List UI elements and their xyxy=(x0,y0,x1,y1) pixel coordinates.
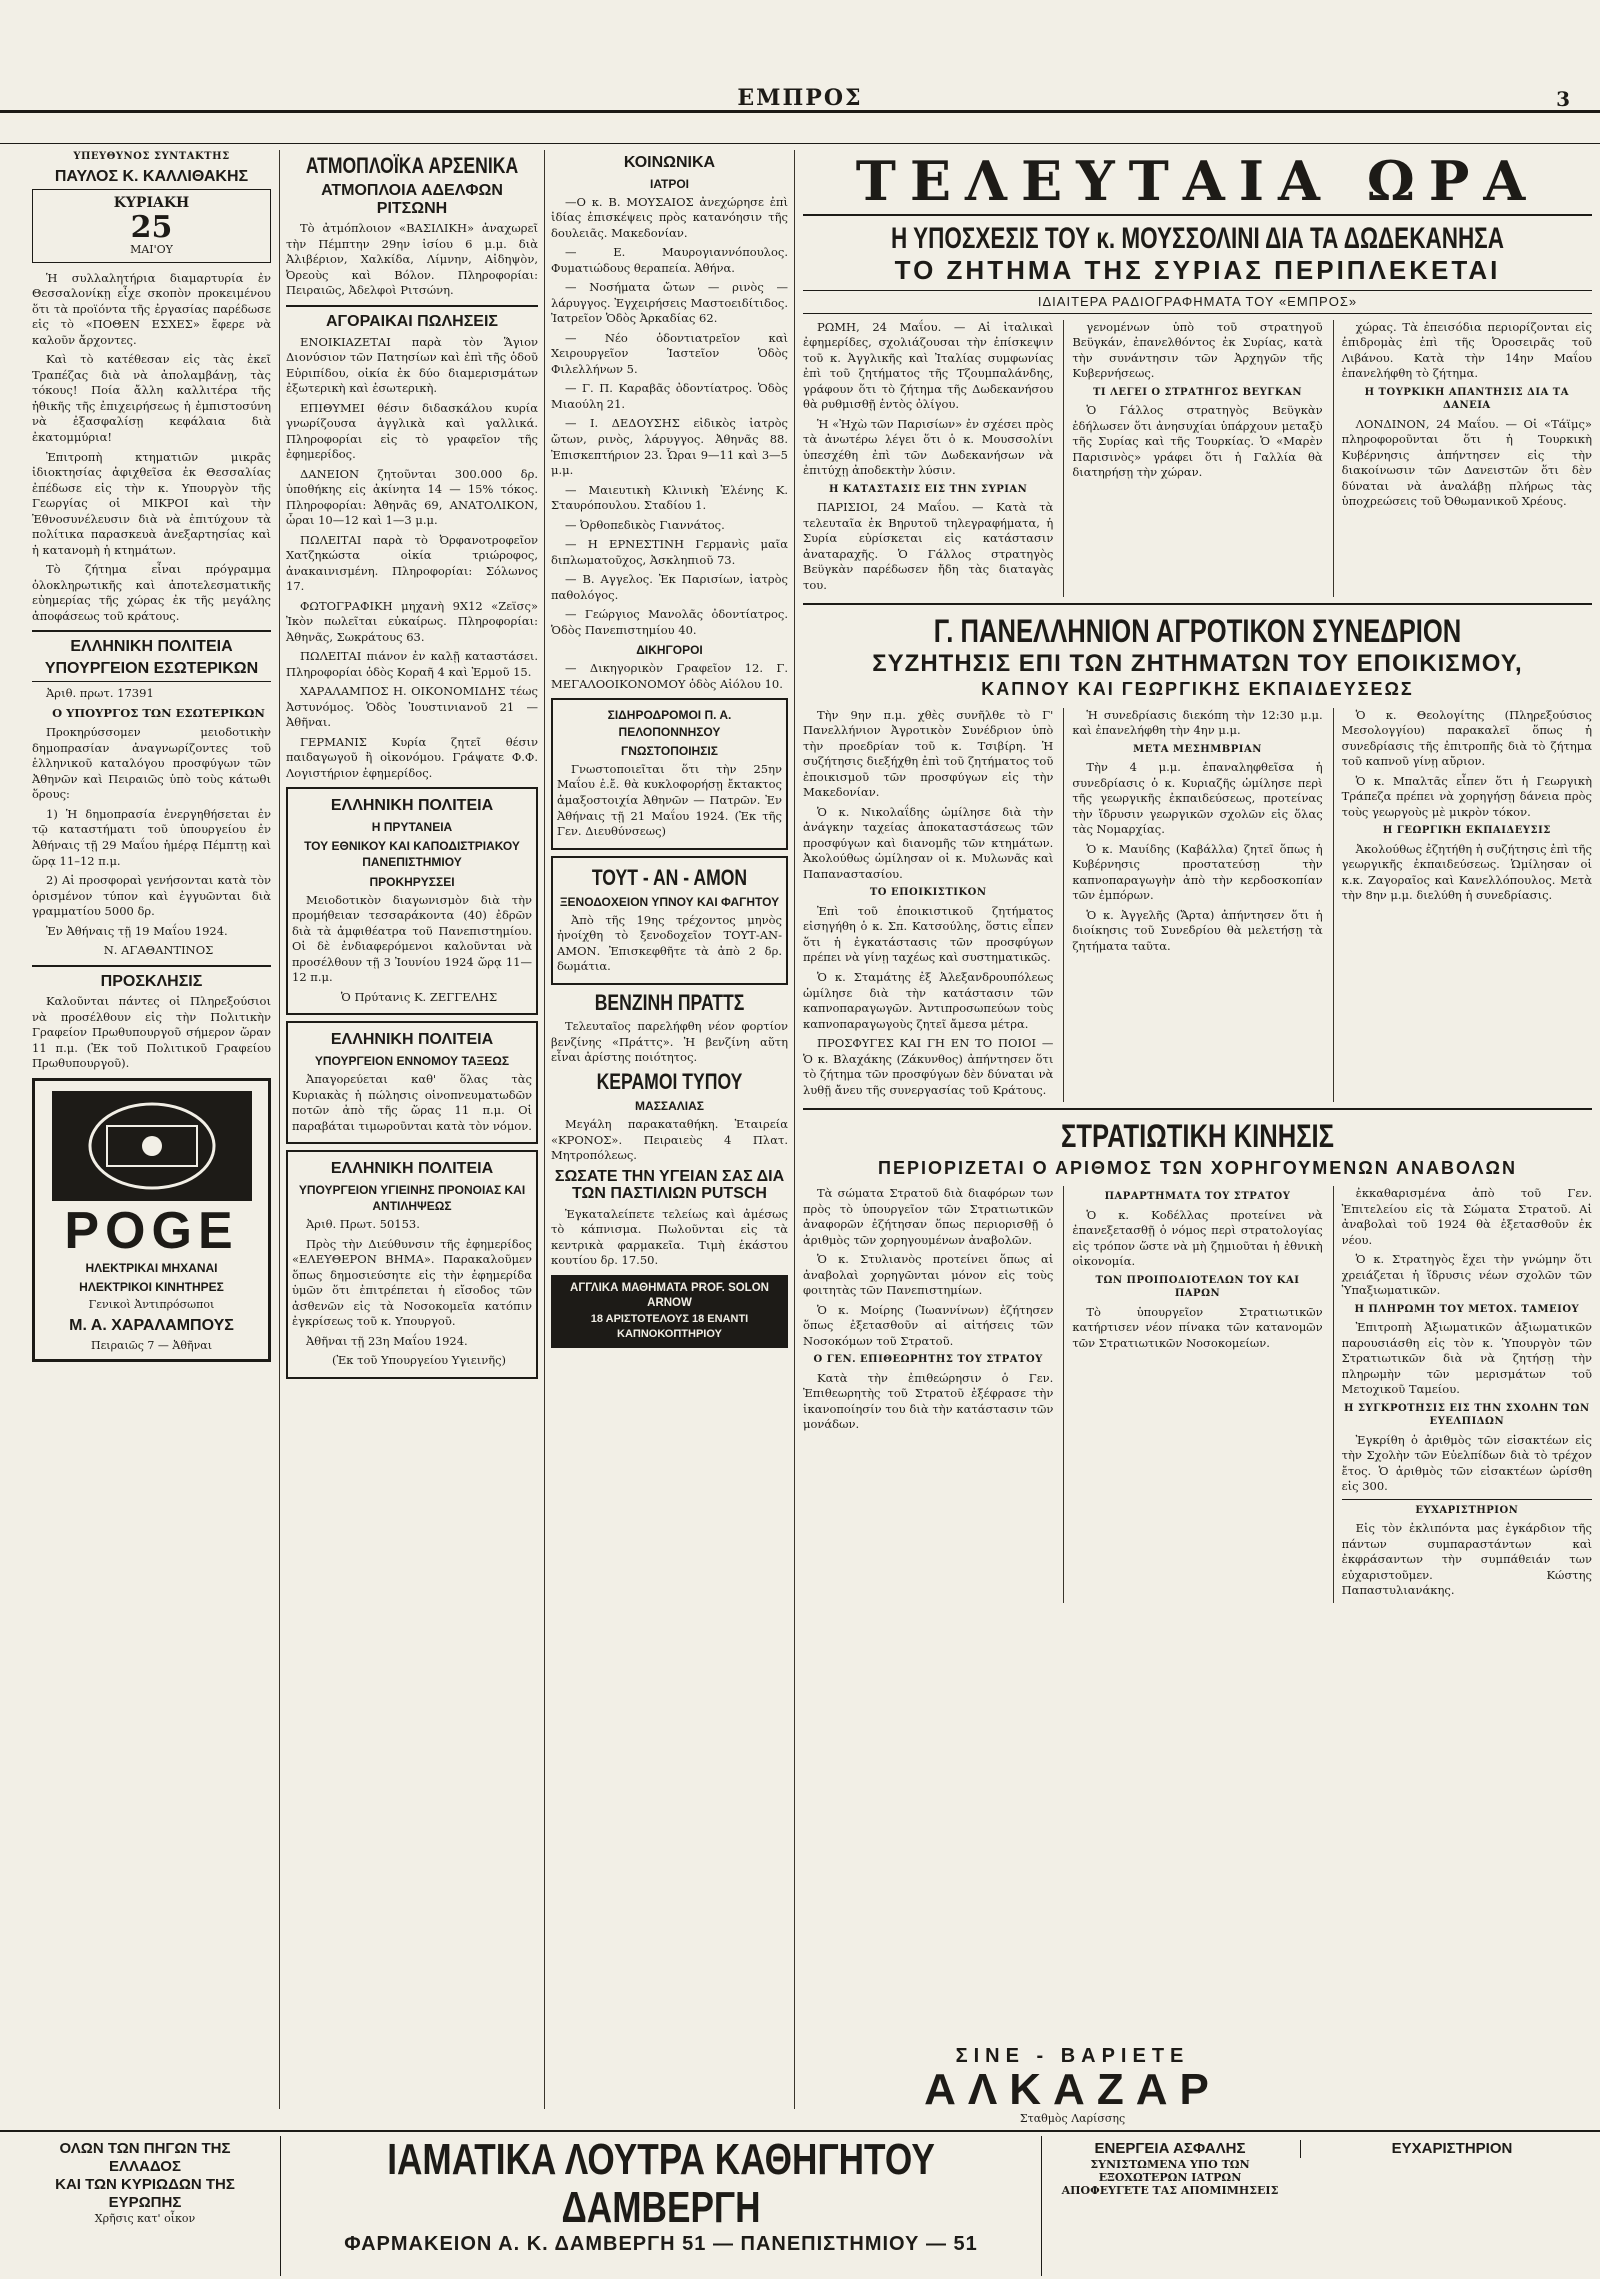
editorial-paragraph: Τὸ ζήτημα εἶναι πρόγραμμα ὁλοκληρωτικῆς καὶ ἀποτελεσματικῆς εὐημερίας τῆς χώρας ἐκ τῆς μεγάλης ἀποφάσεως τοῦ κράτους. xyxy=(32,562,271,623)
news-column xyxy=(803,320,1053,598)
lawyer-listing: — Δικηγορικὸν Γραφεῖον 12. Γ. ΜΕΓΑΛΟΟΙΚΟΝΟΜΟΥ ὁδὸς Αἰόλου 10. xyxy=(551,661,788,691)
notice-signature: Ὁ Πρύτανις Κ. ΖΕΓΓΕΛΗΣ xyxy=(340,989,498,1004)
poge-line: Πειραιῶς 7 — Ἀθῆναι xyxy=(90,1338,213,1352)
column-2 xyxy=(280,150,545,2109)
news-paragraph: χώρας. Τὰ ἐπεισόδια περιορίζονται εἰς ἐπιδρομὰς ἐπὶ τῆς Ὀροσειρᾶς τοῦ Λιβάνου. Κατὰ τὴν 14ην Μαΐου ἐπανελήφθη τὸ ζήτημα. xyxy=(1341,319,1592,381)
alkazar-title: ΑΛΚΑΖΑΡ xyxy=(924,2065,1221,2114)
date-number: 25 xyxy=(130,209,173,245)
doctor-listing: — Ὀρθοπεδικὸς Γιαννάτος. xyxy=(565,517,725,532)
pharmacy-address: ΦΑΡΜΑΚΕΙΟΝ Α. Κ. ΔΑΜΒΕΡΓΗ 51 — ΠΑΝΕΠΙΣΤΗΜΙΟΥ — 51 xyxy=(344,2232,978,2255)
putsch-heading: ΣΩΣΑΤΕ ΤΗΝ ΥΓΕΙΑΝ ΣΑΣ ΔΙΑ ΤΩΝ ΠΑΣΤΙΛΙΩΝ PUTSCH xyxy=(554,1167,785,1203)
army-paragraph: Ὁ κ. Κοδέλλας προτείνει νὰ ἐπανεξετασθῇ ὁ νόμος περὶ στρατολογίας εἰς τρόπον ὥστε νὰ μὴ ζημιοῦται ἡ ἐθνικὴ οἰκονομία. xyxy=(1072,1207,1323,1269)
latest-hour-banner: ΤΕΛΕΥΤΑΙΑ ΩΡΑ xyxy=(803,154,1592,216)
doctor-listing: — Γ. Π. Καραβᾶς ὀδοντίατρος. Ὁδὸς Μιαούλη 21. xyxy=(551,381,788,411)
army-paragraph: Ὁ κ. Στρατηγὸς ἔχει τὴν γνώμην ὅτι χρειάζεται ἡ ἵδρυσις νέων σχολῶν τῶν Ὑπαξιωματικῶν. xyxy=(1341,1252,1592,1298)
doctor-listing: — Γεώργιος Μανολᾶς ὀδοντίατρος. Ὁδὸς Πανεπιστημίου 40. xyxy=(551,607,788,637)
gov-notice-paragraph: 2) Αἱ προσφοραὶ γενήσονται κατὰ τὸν ὁρισμένον τύπον καὶ ἐγγυῶνται διὰ γραμματίου 5000 δρ. xyxy=(32,873,271,919)
health-ministry-notice xyxy=(286,1150,538,1379)
classified-ad: ΠΩΛΕΙΤΑΙ παρὰ τὸ Ὀρφανοτροφεῖον Χατζηκώστα οἰκία τριώροφος, ἀνακαινισμένη. Πληροφορίαι: Σόλωνος 17. xyxy=(286,532,538,594)
congress-subheading: ΣΥΖΗΤΗΣΙΣ ΕΠΙ ΤΩΝ ΖΗΤΗΜΑΤΩΝ ΤΟΥ ΕΠΟΙΚΙΣΜΟΥ, xyxy=(872,650,1523,678)
notice-heading: ΥΠΟΥΡΓΕΙΟΝ ΥΓΙΕΙΝΗΣ ΠΡΟΝΟΙΑΣ ΚΑΙ ΑΝΤΙΛΗΨΕΩΣ xyxy=(298,1182,526,1214)
benzine-heading: ΒΕΝΖΙΝΗ ΠΡΑΤΤΣ xyxy=(594,989,745,1015)
railway-heading: ΣΙΔΗΡΟΔΡΟΜΟΙ Π. Α. ΠΕΛΟΠΟΝΝΗΣΟΥ xyxy=(607,708,732,739)
editor-label: ΥΠΕΥΘΥΝΟΣ ΣΥΝΤΑΚΤΗΣ xyxy=(73,151,230,162)
gov-notice-paragraph: Προκηρύσσομεν μειοδοτικὴν δημοπρασίαν ἀναγνωρίζοντες τοῦ ἑλληνικοῦ καταλόγου προσφύγων τῶν Ἀθηνῶν καὶ Πειραιῶς ὑπὸ τοὺς κάτωθι ὅρους: xyxy=(32,725,271,802)
putsch-text: Ἐγκαταλείπετε τελείως καὶ ἀμέσως τὸ κάπνισμα. Πωλοῦνται εἰς τὰ κεντρικὰ φαρμακεῖα. Τιμὴ ἑκάστου κουτίου δρ. 17.50. xyxy=(551,1206,788,1268)
hotel-name: ΤΟΥΤ - ΑΝ - ΑΜΟΝ xyxy=(591,864,748,890)
editorial-paragraph: Ἡ συλλαλητήρια διαμαρτυρία ἐν Θεσσαλονίκῃ εἶχε σκοπὸν προκειμένου ὅτι τὰ προϊόντα τῆς ἐργασίας παρέδωσε εἰς τὸ «ΠΟΘΕΝ ΕΣΧΕΣ» ἔφερε νὰ καλοῦν ἄρχοντες. xyxy=(32,270,271,347)
congress-paragraph: Ὁ κ. Μαυίδης (Καβάλλα) ζητεῖ ὅπως ἡ Κυβέρνησις προστατεύσῃ τὴν καπνοπαραγωγὴν ἀπὸ τὴν κερδοσκοπίαν τῶν ἐμπόρων. xyxy=(1072,841,1323,903)
congress-column xyxy=(803,708,1053,1102)
alkazar-ad xyxy=(545,2045,1600,2125)
notice-text: Μειοδοτικὸν διαγωνισμὸν διὰ τὴν προμήθειαν τεσσαράκοντα (40) ἐδρῶν διὰ τὰ ἀμφιθέατρα τοῦ Πανεπιστημίου. Οἱ δὲ ἐνδιαφερόμενοι καλοῦνται νὰ προσέλθουν τῇ 3 Ἰουνίου 1924 ὥρᾳ 11—12 π.μ. xyxy=(292,892,532,985)
notice-heading: ΤΟΥ ΕΘΝΙΚΟΥ ΚΑΙ ΚΑΠΟΔΙΣΤΡΙΑΚΟΥ ΠΑΝΕΠΙΣΤΗΜΙΟΥ xyxy=(304,839,520,870)
social-heading: ΚΟΙΝΩΝΙΚΑ xyxy=(623,154,716,171)
congress-column xyxy=(1333,708,1592,1102)
editor-name: ΠΑΥΛΟΣ Κ. ΚΑΛΛΙΘΑΚΗΣ xyxy=(54,167,249,185)
news-paragraph: Ὁ Γάλλος στρατηγὸς Βεϋγκὰν ἐδήλωσεν ὅτι ἀνησυχίαι ὑπάρχουν μεταξὺ τῆς Συρίας καὶ τῆς Τουρκίας. Ὁ «Μαρὲν Παρισινὸς» γράφει ὅτι ἡ Γαλλία θὰ διατηρήσῃ τὴν χώραν. xyxy=(1072,403,1323,480)
railway-subheading: ΓΝΩΣΤΟΠΟΙΗΣΙΣ xyxy=(621,743,718,758)
hotel-subheading: ΞΕΝΟΔΟΧΕΙΟΝ ΥΠΝΟΥ ΚΑΙ ΦΑΓΗΤΟΥ xyxy=(559,894,780,909)
congress-paragraph: Ἀκολούθως ἐζητήθη ἡ συζήτησις ἐπὶ τῆς γεωργικῆς ἐκπαιδεύσεως. Ὡμίλησαν οἱ κ.κ. Ζαγοραῖος καὶ Κανελλόπουλος. Μετὰ τὴν 8ην μ.μ. διελύθη ἡ συνεδρίασις. xyxy=(1341,841,1592,903)
doctor-listing: — Β. Αγγελος. Ἐκ Παρισίων, ἰατρὸς παθολόγος. xyxy=(551,572,788,602)
army-column xyxy=(1333,1186,1592,1603)
army-subheading: ΠΑΡΑΡΤΗΜΑΤΑ ΤΟΥ ΣΤΡΑΤΟΥ xyxy=(1104,1191,1291,1203)
thanks-heading: ΕΥΧΑΡΙΣΤΗΡΙΟΝ xyxy=(1415,1504,1519,1516)
gov-notice-ref: Ἀριθ. πρωτ. 17391 xyxy=(46,686,154,701)
news-subheading: Η ΚΑΤΑΣΤΑΣΙΣ ΕΙΣ ΤΗΝ ΣΥΡΙΑΝ xyxy=(829,483,1028,495)
notice-heading: ΕΛΛΗΝΙΚΗ ΠΟΛΙΤΕΙΑ xyxy=(330,797,494,815)
notice-heading: ΠΡΟΚΗΡΥΣΣΕΙ xyxy=(369,874,455,889)
doctor-listing: — Η ΕΡΝΕΣΤΙΝΗ Γερμανὶς μαῖα διπλωματοῦχος, Ἀσκληπιοῦ 73. xyxy=(551,537,788,567)
congress-paragraph: Ὁ κ. Ἀγγελῆς (Ἄρτα) ἀπήντησεν ὅτι ἡ διοίκησις τοῦ Συνεδρίου θὰ μελετήσῃ τὰ ζητήματα ταῦτα. xyxy=(1072,907,1323,953)
thanks-box xyxy=(1300,2140,1597,2158)
editorial-paragraph: Καὶ τὸ κατέθεσαν εἰς τὰς ἐκεῖ Τραπέζας διὰ νὰ ἀπολαμβάνῃ, τὰς τόκους! Ποία ἄλλη καλλιτέρα τῆς ἠθικῆς τῆς ἐπιχειρήσεως ἡ ἐμπιστοσύνη νὰ ἐξασφαλίσῃ κεφάλαια διὰ ἐκατομμύρια! xyxy=(32,352,271,444)
divider xyxy=(32,630,271,632)
doctor-listing: — Μαιευτικὴ Κλινικὴ Ἑλένης Κ. Σταυρόπουλου. Σταδίου 1. xyxy=(551,482,788,513)
congress-paragraph: Τὴν 9ην π.μ. χθὲς συνῆλθε τὸ Γ' Πανελλήνιον Ἀγροτικὸν Συνέδριον ὑπὸ τὴν προεδρίαν τοῦ κ. Τσιβίρη. Ἡ συζήτησις διεξήχθη ἐπὶ τοῦ ζητήματος τοῦ ἐποικισμοῦ τῶν προσφύγων εἰς τὴν Μακεδονίαν. xyxy=(803,707,1054,800)
railway-notice xyxy=(551,698,788,849)
army-columns xyxy=(803,1186,1592,1603)
column-1 xyxy=(0,150,280,2109)
army-paragraph: ἐκκαθαρισμένα ἀπὸ τοῦ Γεν. Ἐπιτελείου εἰς τὰ Σώματα Στρατοῦ. Αἱ ἀναβολαὶ τοῦ 1924 θὰ ἐξετασθοῦν ἐκ νέου. xyxy=(1341,1186,1592,1247)
army-column xyxy=(1063,1186,1322,1603)
notice-ref: Ἀριθ. Πρωτ. 50153. xyxy=(306,1217,420,1232)
shipping-heading: ΑΤΜΟΠΛΟΙΑ ΑΔΕΛΦΩΝ ΡΙΤΣΩΝΗ xyxy=(321,182,503,217)
doctor-listing: — Ε. Μαυρογιαννόπουλος. Φυματιώδους θεραπεία. Ἀθήνα. xyxy=(551,245,788,275)
notice-heading: Η ΠΡΥΤΑΝΕΙΑ xyxy=(371,820,453,835)
divider xyxy=(286,305,538,307)
congress-columns xyxy=(803,708,1592,1102)
column-3 xyxy=(545,150,795,2109)
army-paragraph: Τὰ σώματα Στρατοῦ διὰ διαφόρων των πρὸς τὸ ὑπουργεῖον τῶν Στρατιωτικῶν ἀναφορῶν ἐζήτησαν ὅπως περιορισθῇ ὁ ἀριθμὸς τῶν χορηγουμένων ἀναβολῶν. xyxy=(803,1186,1054,1247)
tiles-subheading: ΜΑΣΣΑΛΙΑΣ xyxy=(635,1098,704,1113)
army-subheading: Ο ΓΕΝ. ΕΠΙΘΕΩΡΗΤΗΣ ΤΟΥ ΣΤΡΑΤΟΥ xyxy=(813,1354,1043,1366)
congress-paragraph: Ὁ κ. Σταμάτης ἐξ Ἀλεξανδρουπόλεως ὡμίλησε διὰ τὴν κατάστασιν τῶν καπνοπαραγωγῶν. Ἀντιπροσωπεύων τοὺς καπνοπαραγωγοὺς ζητεῖ ἄμεσα μέτρα. xyxy=(803,970,1054,1031)
gov-notice-date: Ἐν Ἀθήναις τῇ 19 Μαΐου 1924. xyxy=(46,923,228,938)
english-lessons-ad xyxy=(551,1275,788,1348)
divider xyxy=(803,603,1592,605)
university-notice xyxy=(286,787,538,1015)
notice-date: Ἀθῆναι τῇ 23η Μαΐου 1924. xyxy=(306,1333,468,1348)
gov-notice-title: Ο ΥΠΟΥΡΓΟΣ ΤΩΝ ΕΣΩΤΕΡΙΚΩΝ xyxy=(52,705,265,720)
notice-heading: ΥΠΟΥΡΓΕΙΟΝ ΕΝΝΟΜΟΥ ΤΑΞΕΩΣ xyxy=(314,1054,510,1069)
poge-line: Μ. Α. ΧΑΡΑΛΑΜΠΟΥΣ xyxy=(69,1317,234,1334)
news-subheading: ΤΙ ΛΕΓΕΙ Ο ΣΤΡΑΤΗΓΟΣ ΒΕΥΓΚΑΝ xyxy=(1092,386,1302,398)
hotel-text: Ἀπὸ τῆς 19ης τρέχοντος μηνὸς ἠνοίχθη τὸ ξενοδοχεῖον ΤΟΥΤ-ΑΝ-ΑΜΟΝ. Ἐπισκεφθῆτε τὰ ἀπὸ 2 δρ. δωμάτια. xyxy=(557,912,782,974)
congress-paragraph: Ὁ κ. Μπαλτᾶς εἶπεν ὅτι ἡ Γεωργικὴ Τράπεζα πρέπει νὰ χορηγήσῃ δάνεια πρὸς τοὺς γεωργοὺς μὲ μικρὸν τόκον. xyxy=(1341,773,1592,819)
divider xyxy=(1342,1499,1592,1500)
news-subheading: Η ΤΟΥΡΚΙΚΗ ΑΠΑΝΤΗΣΙΣ ΔΙΑ ΤΑ ΔΑΝΕΙΑ xyxy=(1364,386,1570,412)
classified-ad: ΓΕΡΜΑΝΙΣ Κυρία ζητεῖ θέσιν παιδαγωγοῦ ἢ οἰκονόμου. Γράψατε Φ.Φ. Λογιστήριον ἐφημερίδος. xyxy=(286,734,538,780)
army-paragraph: Ἐγκρίθη ὁ ἀριθμὸς τῶν εἰσακτέων εἰς τὴν Σχολὴν τῶν Εὐελπίδων διὰ τὸ τρέχον ἔτος. Ὁ ἀριθμὸς τῶν εἰσακτέων ὡρίσθη εἰς 300. xyxy=(1341,1432,1592,1494)
page-number: 3 xyxy=(1556,87,1570,111)
english-lessons-address: 18 ΑΡΙΣΤΟΤΕΛΟΥΣ 18 ΕΝΑΝΤΙ ΚΑΠΝΟΚΟΠΤΗΡΙΟΥ xyxy=(590,1312,749,1340)
news-paragraph: ΡΩΜΗ, 24 Μαΐου. — Αἱ ἰταλικαὶ ἐφημερίδες, σχολιάζουσαι τὴν ἐπίσκεψιν τοῦ κ. Ἀγγλικῆς καὶ Ἰταλίας συμφωνίας ἐπὶ τοῦ ζητήματος τῆς Τζουμπαλάνδης, γράφουν ὅτι τὸ ζήτημα τῆς Δωδεκανήσου θὰ ρυθμισθῇ ἐντὸς ὀλίγου. xyxy=(803,319,1054,412)
masthead xyxy=(0,85,1600,144)
army-paragraph: Ὁ κ. Μοίρης (Ἰωαννίνων) ἐζήτησεν ὅπως ἐξετασθοῦν αἱ αἰτήσεις τῶν Νοσοκόμων τοῦ Στρατοῦ. xyxy=(803,1302,1054,1348)
army-paragraph: Ἐπιτροπὴ Ἀξιωματικῶν ἀξιωματικῶν παρουσιάσθη εἰς τὸν κ. Ὑπουργὸν τῶν Στρατιωτικῶν διὰ νὰ ζητήσῃ τὴν πληρωμὴν τῶν μερισμάτων τοῦ Μετοχικοῦ Ταμείου. xyxy=(1341,1320,1592,1397)
congress-subheading: ΤΟ ΕΠΟΙΚΙΣΤΙΚΟΝ xyxy=(869,887,987,899)
gov-notice-signature: Ν. ΑΓΑΘΑΝΤΙΝΟΣ xyxy=(103,943,214,958)
section-heading: ΑΤΜΟΠΛΟΪΚΑ ΑΡΣΕΝΙΚΑ xyxy=(305,153,519,178)
news-paragraph: ΠΑΡΙΣΙΟΙ, 24 Μαΐου. — Κατὰ τὰ τελευταῖα ἐκ Βηρυτοῦ τηλεγραφήματα, ἡ Συρία εὑρίσκεται εἰς κατάστασιν ἀναταραχῆς. Ὁ Γάλλος στρατηγὸς Βεϋγκὰν παρέδωσεν ἤδη τὰς διαταγὰς του. xyxy=(803,500,1054,592)
classified-ad: ΔΑΝΕΙΟΝ ζητοῦνται 300.000 δρ. ὑποθήκης εἰς ἀκίνητα 14 — 15% τόκος. Πληροφορίαι: Ἀθηνᾶς 69, ΑΝΑΤΟΛΙΚΟΝ, ὧραι 10—12 καὶ 1—3 μ.μ. xyxy=(286,466,538,528)
springs-line: Χρῆσις κατ' οἶκον xyxy=(94,2212,196,2225)
congress-heading: Γ. ΠΑΝΕΛΛΗΝΙΟΝ ΑΓΡΟΤΙΚΟΝ ΣΥΝΕΔΡΙΟΝ xyxy=(933,613,1462,650)
springs-line: ΚΑΙ ΤΩΝ ΚΥΡΙΩΔΩΝ ΤΗΣ ΕΥΡΩΠΗΣ xyxy=(55,2176,235,2211)
classified-ad: ΦΩΤΟΓΡΑΦΙΚΗ μηχανὴ 9Χ12 «Ζεϊσς» Ἰκὸν πωλεῖται εὐκαίρως. Πληροφορίαι: Ἀθηνᾶς, Σωκράτους 63. xyxy=(286,598,538,644)
poge-brand: POGE xyxy=(64,1201,239,1260)
doctor-listing: —Ο κ. Β. ΜΟΥΣΑΙΟΣ ἀνεχώρησε ἐπὶ ἰδίας ἐπισκέψεις πρὸς κατανόησιν τῆς δουλειᾶς. Μακεδονίαν. xyxy=(551,194,788,240)
army-subheading: Η ΠΛΗΡΩΜΗ ΤΟΥ ΜΕΤΟΧ. ΤΑΜΕΙΟΥ xyxy=(1354,1303,1580,1315)
gov-notice-heading: ΕΛΛΗΝΙΚΗ ΠΟΛΙΤΕΙΑ xyxy=(70,638,233,656)
gov-notice-subheading: ΥΠΟΥΡΓΕΙΟΝ ΕΣΩΤΕΡΙΚΩΝ xyxy=(44,659,259,677)
invitation-text: Καλοῦνται πάντες οἱ Πληρεξούσιοι νὰ προσέλθουν εἰς τὴν Πολιτικὴν Γραφείον Πρωθυπουργοῦ σήμερον ὥραν 11 π.μ. (Ἐκ τοῦ Πολιτικοῦ Γραφείου Πρωθυπουργοῦ). xyxy=(32,994,271,1071)
poge-line: ΗΛΕΚΤΡΙΚΟΙ ΚΙΝΗΤΗΡΕΣ xyxy=(79,1279,224,1294)
masthead-title: ΕΜΠΡΟΣ xyxy=(737,85,863,111)
notice-heading: ΕΛΛΗΝΙΚΗ ΠΟΛΙΤΕΙΑ xyxy=(330,1031,494,1049)
notice-text: Πρὸς τὴν Διεύθυνσιν τῆς ἐφημερίδος «ΕΛΕΥΘΕΡΟΝ ΒΗΜΑ». Παρακαλοῦμεν ὅπως δημοσιεύσητε εἰς τὴν ἐφημερίδα ὑμῶν ὅτι ἐπιτρέπεται ἡ εἴσοδος τῶν ἀσθενῶν εἰς τὰ Νοσοκομεῖα κατόπιν ἐγκρίσεως τοῦ κ. Υπουργοῦ. xyxy=(292,1236,532,1329)
divider xyxy=(803,1108,1592,1110)
divider xyxy=(32,965,271,967)
news-columns xyxy=(803,320,1592,598)
classified-ad: ΠΩΛΕΙΤΑΙ πιάνον ἐν καλῇ καταστάσει. Πληροφορίαι ὁδὸς Κοραῆ 4 καὶ Ἑρμοῦ 15. xyxy=(286,649,538,679)
safe-action-line: ΣΥΝΙΣΤΩΜΕΝΑ ΥΠΟ ΤΩΝ ΕΞΟΧΩΤΕΡΩΝ ΙΑΤΡΩΝ xyxy=(1090,2158,1250,2184)
news-paragraph: γενομένων ὑπὸ τοῦ στρατηγοῦ Βεϋγκάν, ἐπανελθόντος ἐκ Συρίας, κατὰ τὴν συνάντησιν τῶν Ἀρχηγῶν τῆς Κυβερνήσεως. xyxy=(1072,319,1323,381)
classified-ad: ΧΑΡΑΛΑΜΠΟΣ Η. ΟΙΚΟΝΟΜΙΔΗΣ τέως Ἀστυνόμος. Ὁδὸς Ἰουστινιανοῦ 21 — Ἀθῆναι. xyxy=(286,684,538,730)
safe-action-ad xyxy=(1050,2140,1290,2197)
ministry-order-notice xyxy=(286,1021,538,1144)
railway-text: Γνωστοποιεῖται ὅτι τὴν 25ην Μαΐου ἐ.ἔ. θὰ κυκλοφορήσῃ ἔκτακτος ἁμαξοστοιχία Ἀθηνῶν — Πατρῶν. Ἐν Ἀθήναις τῇ 21 Μαΐου 1924. (Ἐκ τῆς Γεν. Διευθύνσεως) xyxy=(557,761,782,839)
army-paragraph: Κατὰ τὴν ἐπιθεώρησιν ὁ Γεν. Ἐπιθεωρητὴς τοῦ Στρατοῦ ἐξέφρασε τὴν ἱκανοποίησίν του διὰ τὴν κατάστασιν τῶν μονάδων. xyxy=(803,1370,1054,1432)
classified-ad: ΕΝΟΙΚΙΑΖΕΤΑΙ παρὰ τὸν Ἅγιον Διονύσιον τῶν Πατησίων καὶ ἐπὶ τῆς ὁδοῦ Εὐριπίδου, οἰκία ἐκ δύο διαμερισμάτων ἐξωτερικὴ καὶ ἐσωτερικὴ. xyxy=(286,334,538,396)
date-box xyxy=(32,189,271,263)
electric-motor-icon xyxy=(52,1091,252,1201)
thanks-box-heading: ΕΥΧΑΡΙΣΤΗΡΙΟΝ xyxy=(1391,2140,1513,2157)
date-month: ΜΑΙ'ΟΥ xyxy=(130,242,173,256)
divider xyxy=(32,681,271,682)
alkazar-subtitle: ΣΙΝΕ - ΒΑΡΙΕΤΕ xyxy=(955,2045,1190,2067)
notice-signature: (Ἐκ τοῦ Υπουργείου Υγιεινῆς) xyxy=(331,1353,507,1368)
congress-subheading: ΜΕΤΑ ΜΕΣΗΜΒΡΙΑΝ xyxy=(1133,743,1262,755)
poge-line: Γενικοὶ Ἀντιπρόσωποι xyxy=(88,1298,215,1312)
tiles-text: Μεγάλη παρακαταθήκη. Ἑταιρεία «ΚΡΟΝΟΣ». Πειραιεὺς 4 Πλατ. Μητροπόλεως. xyxy=(551,1117,788,1163)
news-paragraph: ΛΟΝΔΙΝΟΝ, 24 Μαΐου. — Οἱ «Τάϊμς» πληροφοροῦνται ὅτι ἡ Τουρκικὴ Κυβέρνησις ἀπήντησεν εἰς τὴν διακοίνωσιν τῶν Δανειστῶν ὅτι δὲν δύναται νὰ ἀναλάβῃ πλήρως τὰς ὑποχρεώσεις τοῦ Ὀθωμανικοῦ Χρέους. xyxy=(1341,416,1592,509)
poge-advertisement xyxy=(32,1078,271,1363)
army-heading: ΣΤΡΑΤΙΩΤΙΚΗ ΚΙΝΗΣΙΣ xyxy=(1060,1118,1335,1155)
english-lessons-heading: ΑΓΓΛΙΚΑ ΜΑΘΗΜΑΤΑ PROF. SOLON ARNOW xyxy=(570,1281,769,1310)
tiles-heading: ΚΕΡΑΜΟΙ ΤΥΠΟΥ xyxy=(596,1068,743,1094)
congress-column xyxy=(1063,708,1322,1102)
springs-ad xyxy=(30,2140,260,2225)
safe-action-line: ΑΠΟΦΕΥΓΕΤΕ ΤΑΣ ΑΠΟΜΙΜΗΣΕΙΣ xyxy=(1061,2184,1279,2197)
springs-line: ΟΛΩΝ ΤΩΝ ΠΗΓΩΝ ΤΗΣ ΕΛΛΑΔΟΣ xyxy=(59,2140,231,2175)
congress-paragraph: Ἐπὶ τοῦ ἐποικιστικοῦ ζητήματος εἰσηγήθη ὁ κ. Σπ. Κατσούλης, ὅστις εἶπεν ὅτι ἡ ἐγκατάστασις τῶν προσφύγων πρέπει νὰ γίνῃ ταχέως καὶ συστηματικῶς. xyxy=(803,903,1054,965)
date-day: ΚΥΡΙΑΚΗ xyxy=(113,195,190,212)
congress-paragraph: Ἡ συνεδρίασις διεκόπη τὴν 12:30 μ.μ. καὶ ἐπανελήφθη τὴν 4ην μ.μ. xyxy=(1072,707,1323,738)
doctor-listing: — Νοσήματα ὤτων — ρινὸς — λάρυγγος. Ἐγχειρήσεις Μαστοειδίτιδος. Ἰατρεῖον Ὁδὸς Ἀρκαδίας 62. xyxy=(551,280,788,326)
safe-action-line: ΕΝΕΡΓΕΙΑ ΑΣΦΑΛΗΣ xyxy=(1094,2140,1246,2157)
army-column xyxy=(803,1186,1053,1603)
notice-heading: ΕΛΛΗΝΙΚΗ ΠΟΛΙΤΕΙΑ xyxy=(330,1160,494,1178)
classifieds-heading: ΑΓΟΡΑΙΚΑΙ ΠΩΛΗΣΕΙΣ xyxy=(325,312,499,330)
army-subheading: ΠΕΡΙΟΡΙΖΕΤΑΙ Ο ΑΡΙΘΜΟΣ ΤΩΝ ΧΟΡΗΓΟΥΜΕΝΩΝ ΑΝΑΒΟΛΩΝ xyxy=(878,1157,1517,1178)
news-paragraph: Ἡ «Ἠχὼ τῶν Παρισίων» ἐν σχέσει πρὸς τὰ ἀνωτέρω λέγει ὅτι ὁ κ. Μουσσολίνι ὑπεσχέθη ἐπὶ τῶν Δωδεκανήσων νὰ ἐπιτύχῃ ἀποδεκτὴν λύσιν. xyxy=(803,416,1054,478)
poge-line: ΗΛΕΚΤΡΙΚΑΙ ΜΗΧΑΝΑΙ xyxy=(85,1260,218,1275)
notice-text: Ἀπαγορεύεται καθ' ὅλας τὰς Κυριακὰς ἡ πώλησις οἰνοπνευματωδῶν ποτῶν ἀπὸ τῆς ὥρας 11 π.μ. Οἱ παραβάται τιμωροῦνται κατὰ τὸν νόμον. xyxy=(292,1072,532,1133)
doctor-listing: — Νέο ὁδοντιατρεῖον καὶ Χειρουργεῖον Ἱαστεῖον Ὁδὸς Φιλελλήνων 5. xyxy=(551,330,788,376)
news-column xyxy=(1063,320,1322,598)
benzine-text: Τελευταῖος παρελήφθη νέον φορτίον βενζίνης «Πράττς». Ἡ βενζίνη αὕτη εἶναι ἀρίστης ποιότητος. xyxy=(551,1019,788,1065)
tout-an-amon-ad xyxy=(551,856,788,985)
congress-paragraph: Ὁ κ. Νικολαΐδης ὡμίλησε διὰ τὴν ἀνάγκην ταχείας ἀποκαταστάσεως τῶν προσφύγων καὶ διανομῆς τῶν κτημάτων. Ἀκολούθως ὡμίλησαν οἱ κ. Μυλωνᾶς καὶ Παπαναστασίου. xyxy=(803,804,1054,881)
bottom-ads xyxy=(0,2130,1600,2279)
news-column xyxy=(1333,320,1592,598)
shipping-text: Τὸ ἀτμόπλοιον «ΒΑΣΙΛΙΚΗ» ἀναχωρεῖ τὴν Πέμπτην 29ην ἰσίου 6 μ.μ. διὰ Ἀλιβέριον, Χαλκίδα, Λίμνην, Αἰδηψὸν, Ὀρεοὺς καὶ Βόλον. Πληροφορίαι: Πειραιῶς, Ἀδελφοὶ Ριτσώνη. xyxy=(286,221,538,298)
gov-notice-paragraph: 1) Ἡ δημοπρασία ἐνεργηθήσεται ἐν τῷ καταστήματι τοῦ ὑπουργείου ἐν Ἀθήναις τῇ 29 Μαΐου ἡμέρᾳ Πέμπτῃ καὶ ὥρᾳ 11–12 π.μ. xyxy=(32,806,271,868)
classified-ad: ΕΠΙΘΥΜΕΙ θέσιν διδασκάλου κυρία γνωρίζουσα ἀγγλικὰ καὶ γαλλικά. Πληροφορίαι εἰς τὸ γραφεῖον τῆς ἐφημερίδος. xyxy=(286,400,538,462)
thanks-text: Εἰς τὸν ἐκλιπόντα μας ἐγκάρδιον τῆς πάντων συμπαραστάντων καὶ ἐκφράσαντων τὴν συμπάθειάν των εὐχαριστοῦμεν. Κώστης Παπαστυλιανάκης. xyxy=(1341,1521,1592,1598)
doctor-listing: — Ι. ΔΕΔΟΥΣΗΣ εἰδικὸς ἰατρὸς ὤτων, ρινὸς, λάρυγγος. Ἀθηνᾶς 88. Ἐπισκεπτήριον 23. Ὧραι 9—11 καὶ 3—5 μ.μ. xyxy=(551,416,788,478)
dambergi-baths-ad xyxy=(280,2136,1042,2276)
lawyers-heading: ΔΙΚΗΓΟΡΟΙ xyxy=(636,643,703,658)
congress-paragraph: Τὴν 4 μ.μ. ἐπαναληφθεῖσα ἡ συνεδρίασις ὁ κ. Κυριαζῆς ὡμίλησε περὶ τῆς γεωργικῆς ἐκπαιδεύσεως, προτείνας τὴν ἵδρυσιν γεωργικῶν σχολῶν εἰς ὅλας τὰς Νομαρχίας. xyxy=(1072,760,1323,837)
congress-subheading: Η ΓΕΩΡΓΙΚΗ ΕΚΠΑΙΔΕΥΣΙΣ xyxy=(1382,825,1551,837)
headline-syria: ΤΟ ΖΗΤΗΜΑ ΤΗΣ ΣΥΡΙΑΣ ΠΕΡΙΠΛΕΚΕΤΑΙ xyxy=(894,255,1501,285)
army-paragraph: Ὁ κ. Στυλιανὸς προτείνει ὅπως αἱ ἀναβολαὶ χορηγῶνται μόνον εἰς τοὺς φοιτητὰς τῶν Πανεπιστημίων. xyxy=(803,1252,1054,1298)
invitation-heading: ΠΡΟΣΚΛΗΣΙΣ xyxy=(100,972,203,990)
alkazar-location: Σταθμὸς Λαρίσσης xyxy=(1019,2112,1126,2125)
column-4-latest-news xyxy=(795,150,1600,2109)
editorial-paragraph: Ἐπιτροπὴ κτηματιῶν μικρᾶς ἰδιοκτησίας ἀφιχθεῖσα ἐκ Θεσσαλίας ἐπέδωσε εἰς τὴν κ. Υπουργὸν τῆς Γεωργίας οἱ ΜΙΚΡΟΙ καὶ τὴν Ἐθνοσυνέλευσιν διὰ νὰ ἐπιτύχουν τὰ πολίτικα παρασκευὰ ἀνεξαρτησίας καὶ ἡ κατανομὴ ἡ κτημάτων. xyxy=(32,449,271,557)
army-paragraph: Τὸ ὑπουργεῖον Στρατιωτικῶν κατήρτισεν νέον πίνακα τῶν κατανομῶν τῶν Στρατιωτικῶν Νοσοκομείων. xyxy=(1072,1304,1323,1350)
congress-paragraph: Ὁ κ. Θεολογίτης (Πληρεξούσιος Μεσολογγίου) παρακαλεῖ ὅπως ἡ συνεδρίασις τῆς ἐπιτροπῆς διὰ τὸ ζήτημα τοῦ καπνοῦ γίνῃ αὔριον. xyxy=(1341,707,1592,769)
army-subheading: ΤΩΝ ΠΡΟΙΠΟΔΙΟΤΕΛΩΝ ΤΟΥ ΚΑΙ ΠΑΡΩΝ xyxy=(1095,1274,1300,1300)
correspondence-label: ΙΔΙΑΙΤΕΡΑ ΡΑΔΙΟΓΡΑΦΗΜΑΤΑ ΤΟΥ «ΕΜΠΡΟΣ» xyxy=(803,290,1592,314)
baths-title: ΙΑΜΑΤΙΚΑ ΛΟΥΤΡΑ ΚΑΘΗΓΗΤΟΥ ΔΑΜΒΕΡΓΗ xyxy=(387,2135,935,2233)
headline-mussolini: Η ΥΠΟΣΧΕΣΙΣ ΤΟΥ κ. ΜΟΥΣΣΟΛΙΝΙ ΔΙΑ ΤΑ ΔΩΔΕΚΑΝΗΣΑ xyxy=(891,222,1504,255)
army-subheading: Η ΣΥΓΚΡΟΤΗΣΙΣ ΕΙΣ ΤΗΝ ΣΧΟΛΗΝ ΤΩΝ ΕΥΕΛΠΙΔΩΝ xyxy=(1344,1402,1590,1428)
congress-subheading: ΚΑΠΝΟΥ ΚΑΙ ΓΕΩΡΓΙΚΗΣ ΕΚΠΑΙΔΕΥΣΕΩΣ xyxy=(981,679,1414,700)
doctors-heading: ΙΑΤΡΟΙ xyxy=(649,176,689,191)
congress-paragraph: ΠΡΟΣΦΥΓΕΣ ΚΑΙ ΓΗ ΕΝ ΤΟ ΠΟΙΟΙ — Ὁ κ. Βλαχάκης (Ζάκυνθος) ἀπήντησεν ὅτι τὸ ζήτημα τῶν προσφύγων δὲν δύναται νὰ λυθῇ ἄνευ τῆς συνεργασίας τοῦ Κράτους. xyxy=(803,1036,1054,1097)
